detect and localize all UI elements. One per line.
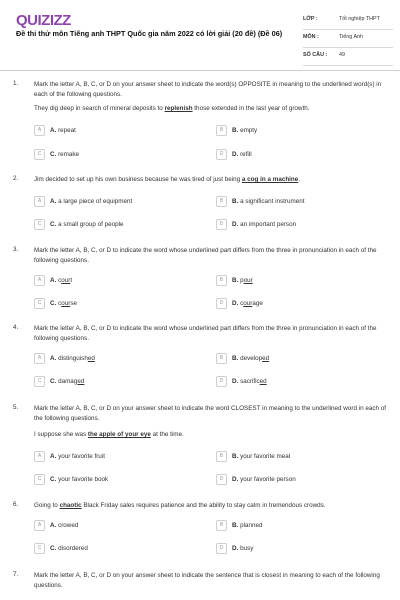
question-number: 4. [13,324,19,331]
question-number: 5. [13,404,19,411]
option-label: D. courage [232,299,263,307]
option-box[interactable]: A [34,125,45,136]
option-a[interactable] [34,520,214,534]
option-label: D. refill [232,150,252,158]
option-a[interactable] [34,353,214,367]
meta-key: LỚP : [303,16,318,22]
option-label: C. disordered [50,544,88,552]
option-box[interactable]: A [34,196,45,207]
option-box[interactable]: B [216,451,227,462]
option-label: C. damaged [50,377,85,385]
option-b[interactable] [216,125,396,139]
question-instruction: Mark the letter A, B, C, or D to indicate the word whose underlined part differs from the three in pronunciation in each of the following questions. [34,247,377,264]
target-word: chaotic [59,502,82,509]
option-d[interactable] [216,298,396,312]
option-a[interactable] [34,196,214,210]
option-label: A. crowed [50,521,79,529]
option-c[interactable] [34,474,214,488]
option-label: D. busy [232,544,254,552]
target-phrase: a cog in a machine [241,176,299,183]
option-d[interactable] [216,219,396,233]
option-label: D. an important person [232,220,297,228]
option-label: B. planned [232,521,263,529]
option-label: D. your favorite person [232,475,296,483]
option-label: A. court [50,276,73,284]
question-number: 1. [13,80,19,87]
option-c[interactable] [34,149,214,163]
quizizz-logo: QUIZIZZ [16,12,71,29]
option-label: B. a significant instrument [232,197,305,205]
option-box[interactable]: B [216,196,227,207]
question-number: 6. [13,501,19,508]
option-box[interactable]: D [216,298,227,309]
option-label: A. your favorite fruit [50,452,105,460]
option-box[interactable]: C [34,298,45,309]
option-label: B. pour [232,276,253,284]
meta-value: Tiếng Anh [339,34,364,40]
option-a[interactable] [34,125,214,139]
question-sentence: Jim decided to set up his own business because he was tired of just being a cog in a machine. [34,176,301,183]
header-divider [0,70,400,71]
option-label: C. a small group of people [50,220,124,228]
option-label: A. a large piece of equipment [50,197,133,205]
option-box[interactable]: A [34,520,45,531]
option-box[interactable]: B [216,125,227,136]
meta-value: 49 [339,52,345,58]
option-c[interactable] [34,376,214,390]
question-instruction: Mark the letter A, B, C, or D on your answer sheet to indicate the word CLOSEST in meaning to the underlined word in each of the following questions. [34,405,386,422]
question-sentence: They dig deep in search of mineral deposits to replenish those extended in the last year of growth. [34,105,310,112]
option-c[interactable] [34,298,214,312]
option-box[interactable]: B [216,520,227,531]
option-label: B. empty [232,126,258,134]
option-d[interactable] [216,474,396,488]
option-box[interactable]: C [34,474,45,485]
meta-value: Tốt nghiệp THPT [339,16,380,22]
worksheet-header [0,0,400,64]
question-number: 2. [13,175,19,182]
question-sentence: I suppose she was the apple of your eye at the time. [34,431,184,438]
question-instruction: Mark the letter A, B, C, or D on your answer sheet to indicate the sentence that is closest in meaning to each of the following questions. [34,572,380,589]
option-label: B. your favorite meal [232,452,291,460]
question-instruction: Mark the letter A, B, C, or D to indicate the word whose underlined part differs from the three in pronunciation in each of the following questions. [34,325,377,342]
option-box[interactable]: C [34,149,45,160]
meta-row-count [303,48,393,66]
option-a[interactable] [34,451,214,465]
option-box[interactable]: A [34,275,45,286]
option-d[interactable] [216,376,396,390]
option-c[interactable] [34,219,214,233]
option-c[interactable] [34,543,214,557]
option-label: D. sacrificed [232,377,267,385]
option-label: C. your favorite book [50,475,109,483]
option-box[interactable]: D [216,149,227,160]
question-sentence: Going to chaotic Black Friday sales requires patience and the ability to stay calm in tremendous crowds. [34,502,326,509]
option-b[interactable] [216,520,396,534]
meta-key: MÔN : [303,34,319,40]
option-box[interactable]: C [34,543,45,554]
meta-row-subject [303,30,393,48]
option-box[interactable]: C [34,219,45,230]
document-title: Đề thi thử môn Tiếng anh THPT Quốc gia năm 2022 có lời giải (20 đề) (Đề 06) [16,29,283,38]
option-box[interactable]: B [216,353,227,364]
option-box[interactable]: D [216,474,227,485]
option-label: C. remake [50,150,80,158]
option-a[interactable] [34,275,214,289]
option-box[interactable]: C [34,376,45,387]
meta-table [303,12,393,66]
option-box[interactable]: A [34,451,45,462]
option-b[interactable] [216,196,396,210]
question-number: 3. [13,246,19,253]
option-label: C. course [50,299,77,307]
option-d[interactable] [216,543,396,557]
meta-row-class [303,12,393,30]
target-phrase: the apple of your eye [87,431,151,438]
meta-key: SỐ CÂU : [303,52,328,58]
option-box[interactable]: D [216,376,227,387]
option-box[interactable]: B [216,275,227,286]
option-d[interactable] [216,149,396,163]
option-b[interactable] [216,353,396,367]
option-box[interactable]: D [216,543,227,554]
option-label: A. distinguished [50,354,95,362]
question-number: 7. [13,571,19,578]
question-instruction: Mark the letter A, B, C, or D on your answer sheet to indicate the word(s) OPPOSITE in meaning to the underlined word(s) in each of the following questions. [34,81,382,98]
option-box[interactable]: D [216,219,227,230]
option-label: A. repeat [50,126,76,134]
target-word: replenish [164,105,193,112]
option-box[interactable]: A [34,353,45,364]
option-label: B. developed [232,354,270,362]
option-b[interactable] [216,275,396,289]
option-b[interactable] [216,451,396,465]
